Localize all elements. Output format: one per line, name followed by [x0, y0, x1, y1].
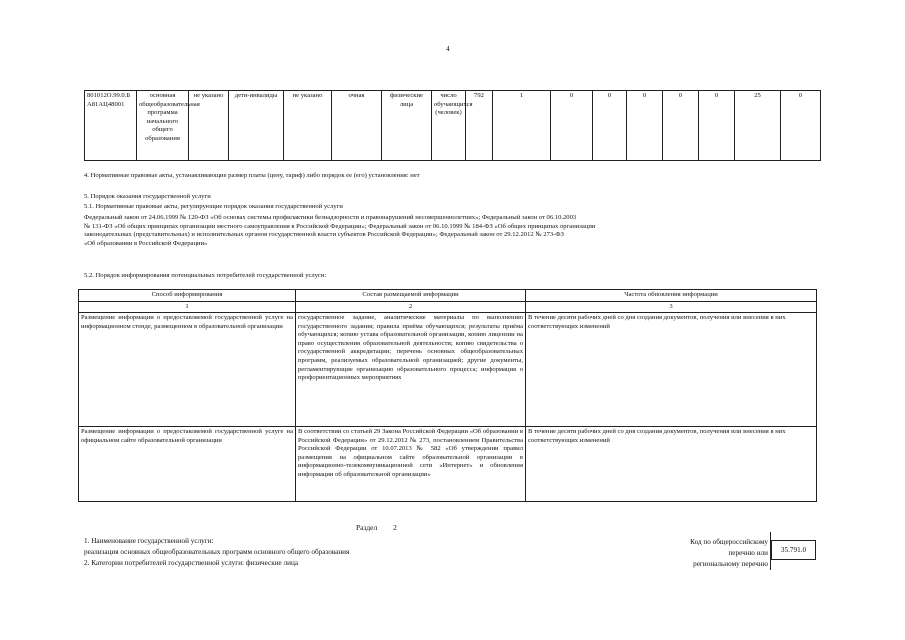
law-line: № 131-ФЗ «Об общих принципах организации местного самоуправления в Российской Федерации»; Федеральный закон от 06.10.1999 № 184-ФЗ «Об общих принципах организации	[84, 222, 596, 230]
table-cell: не указано	[284, 91, 332, 161]
info-method: Размещение информации о предоставляемой государственной услуге на информационном стенде, размещенном в образовательной организации	[79, 313, 296, 427]
law-line: «Об образовании в Российской Федерации»	[84, 239, 208, 247]
table-cell: 0	[627, 91, 663, 161]
table-cell: физические лица	[382, 91, 432, 161]
code-label-line: перечню или	[728, 549, 768, 557]
column-number: 3	[526, 301, 817, 313]
law-line: Федеральный закон от 24.06.1999 № 120-ФЗ «Об основах системы профилактики безнадзорности и правонарушений несовершеннолетних»; Федеральный закон от 06.10.2003	[84, 214, 577, 221]
law-line: законодательных (представительных) и исполнительных органов государственной власти субъектов Российской Федерации»; Федеральный закон от 29.12.2012 № 273-ФЗ	[84, 231, 564, 239]
service-name-value: реализация основных общеобразовательных программ основного общего образования	[84, 548, 350, 556]
info-method: Размещение информации о предоставляемой государственной услуге на официальном сайте образовательной организации	[79, 427, 296, 502]
info-frequency: В течение десяти рабочих дней со дня создания документов, получения или внесения в них соответствующих изменений	[526, 427, 817, 502]
column-header: Состав размещаемой информации	[296, 290, 526, 302]
section-label: Раздел	[356, 523, 378, 532]
section-5-1-title: 5.1. Нормативные правовые акты, регулирующие порядок оказания государственной услуги	[84, 203, 343, 210]
info-table	[78, 289, 817, 502]
section-5-title: 5. Порядок оказания государственной услуги	[84, 193, 211, 200]
code-label-line: региональному перечню	[693, 560, 768, 568]
section-heading	[356, 523, 397, 533]
table-cell: 0	[593, 91, 627, 161]
code-box: 35.791.0	[771, 540, 816, 560]
table-cell: 0	[551, 91, 593, 161]
table-cell: 0	[781, 91, 821, 161]
service-volume-table	[84, 90, 821, 161]
code-label	[640, 537, 768, 570]
table-cell: очная	[332, 91, 382, 161]
info-frequency: В течение десяти рабочих дней со дня создания документов, получения или внесения в них соответствующих изменений	[526, 313, 817, 427]
column-header: Частота обновления информации	[526, 290, 817, 302]
section-5-2-title: 5.2. Порядок информирования потенциальных потребителей государственной услуги:	[84, 272, 327, 279]
service-name-label: 1. Наименование государственной услуги:	[84, 537, 214, 545]
table-row	[79, 427, 817, 502]
table-cell: 0	[663, 91, 699, 161]
code-label-line: Код по общероссийскому	[690, 538, 768, 546]
table-cell: 1	[493, 91, 551, 161]
table-cell: дети-инвалиды	[229, 91, 284, 161]
section-number: 2	[393, 523, 397, 532]
column-number: 1	[79, 301, 296, 313]
table-cell: 25	[735, 91, 781, 161]
registry-code: 801012О.99.0.БА81АЦ48001	[85, 91, 137, 161]
table-cell: не указано	[189, 91, 229, 161]
table-cell: 0	[699, 91, 735, 161]
table-cell: 792	[466, 91, 493, 161]
consumer-category: 2. Категории потребителей государственной услуги: физические лица	[84, 559, 299, 567]
section-4-text: 4. Нормативные правовые акты, устанавливающие размер платы (цену, тариф) либо порядок ее (его) установления: нет	[84, 172, 420, 179]
table-header-row	[79, 290, 817, 302]
column-number-row	[79, 301, 817, 313]
column-header: Способ информирования	[79, 290, 296, 302]
table-row	[79, 313, 817, 427]
column-number: 2	[296, 301, 526, 313]
info-content: государственное задание, аналитические материалы по выполнению государственного задания; правила приёма обучающихся; результаты приёма обучающихся; копию устава образовательной организации, копию лицензии на право осуществления образовательной деятельности; копию свидетельства о государственной аккредитации; перечень основных общеобразовательных программ, реализуемых образовательной организацией; другие документы, регламентирующие организацию образовательного процесса; информация о профориентационных мероприятиях	[296, 313, 526, 427]
table-cell: число обучающихся (человек)	[432, 91, 466, 161]
laws-paragraph	[84, 214, 819, 248]
info-content: В соответствии со статьей 29 Закона Российской Федерации «Об образовании в Российской Федерации» от 29.12.2012 № 273, постановлением Правительства Российской Федерации от 10.07.2013 № 582 «Об утверждении правил размещения на официальном сайте образовательной организации в информационно-телекоммуникационной сети «Интернет» и обновления информации об образовательной организации»	[296, 427, 526, 502]
page-number: 4	[446, 44, 450, 53]
program-name: основная общеобразовательная программа начального общего образования	[137, 91, 189, 161]
table-row	[85, 91, 821, 161]
